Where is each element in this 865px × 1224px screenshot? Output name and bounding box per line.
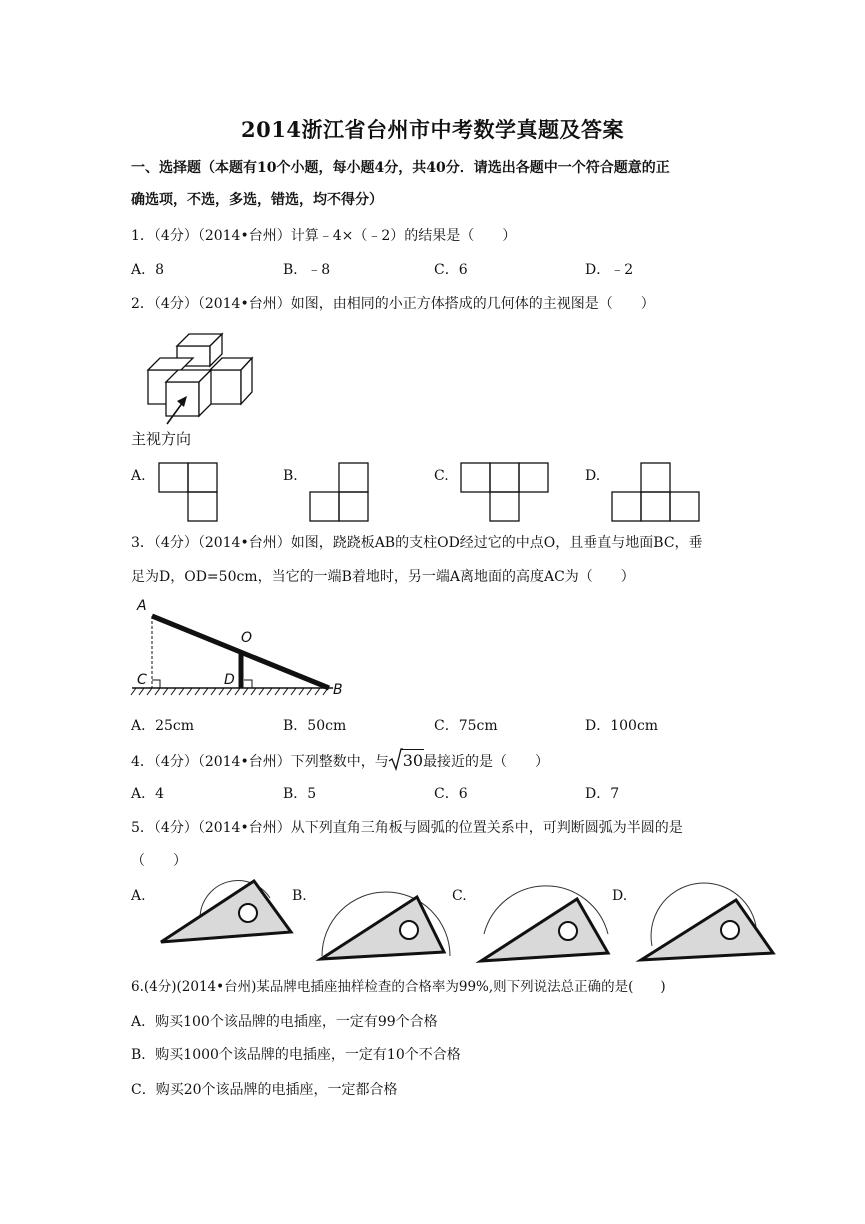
q4-option-a: A．4 — [131, 786, 165, 802]
q1-option-a: A．8 — [131, 262, 165, 278]
q2-option-a-view — [158, 462, 220, 522]
q1-option-d: D．﹣2 — [585, 262, 634, 278]
q4-stem-before: 4．（4分）（2014•台州）下列整数中，与 — [131, 754, 389, 770]
q3-seesaw-figure — [128, 598, 358, 702]
q6-option-c: C．购买20个该品牌的电插座，一定都合格 — [131, 1082, 398, 1098]
q2-cube-figure — [140, 326, 260, 426]
q5-option-a: A. — [131, 888, 146, 904]
q5-option-d-figure — [638, 876, 778, 964]
q3-stem-line2: 足为D，OD=50cm，当它的一端B着地时，另一端A离地面的高度AC为（ ） — [131, 569, 635, 585]
q3-option-a: A．25cm — [131, 718, 195, 734]
q3-label-b: B — [333, 682, 343, 698]
q6-option-b: B．购买1000个该品牌的电插座，一定有10个不合格 — [131, 1047, 461, 1063]
q3-label-o: O — [241, 630, 253, 646]
q2-option-c-view — [460, 462, 550, 522]
q5-option-d: D. — [612, 888, 628, 904]
section-heading-line2: 确选项，不选，多选，错选，均不得分） — [131, 192, 383, 208]
q2-option-a: A. — [131, 468, 146, 484]
q4-option-d: D．7 — [585, 786, 620, 802]
q5-stem-line1: 5．（4分）（2014•台州）从下列直角三角板与圆弧的位置关系中，可判断圆弧为半圆的是 — [131, 820, 683, 836]
q5-option-c: C. — [452, 888, 467, 904]
q3-option-b: B．50cm — [283, 718, 347, 734]
radical-sign-icon — [389, 747, 403, 771]
q3-label-d: D — [224, 672, 235, 688]
q3-option-d: D．100cm — [585, 718, 659, 734]
q2-option-d: D. — [585, 468, 601, 484]
q4-stem-after: 最接近的是（ ） — [423, 754, 550, 770]
q5-option-a-figure — [158, 878, 296, 948]
q1-stem: 1．（4分）（2014•台州）计算﹣4×（﹣2）的结果是（ ） — [131, 228, 517, 244]
q5-option-b-figure — [318, 876, 458, 964]
q6-stem: 6.(4分)(2014•台州)某品牌电插座抽样检查的合格率为99%,则下列说法总正确的是( ) — [131, 979, 666, 995]
q3-option-c: C．75cm — [434, 718, 498, 734]
q2-option-b: B. — [283, 468, 298, 484]
q4-sqrt — [389, 751, 423, 772]
q5-stem-line2: （ ） — [131, 853, 187, 869]
q5-option-b: B. — [292, 888, 307, 904]
q3-label-c: C — [137, 672, 147, 688]
section-heading-line1: 一、选择题（本题有10个小题，每小题4分，共40分．请选出各题中一个符合题意的正 — [131, 160, 670, 176]
q2-stem: 2．（4分）（2014•台州）如图，由相同的小正方体搭成的几何体的主视图是（ ） — [131, 296, 655, 312]
page-title: 2014浙江省台州市中考数学真题及答案 — [241, 117, 624, 142]
q2-option-c: C. — [434, 468, 449, 484]
q6-option-a: A．购买100个该品牌的电插座，一定有99个合格 — [131, 1014, 438, 1030]
q2-option-d-view — [611, 462, 701, 522]
q1-option-c: C．6 — [434, 262, 468, 278]
q4-stem — [131, 751, 549, 772]
q4-radicand: 30 — [402, 751, 424, 770]
q3-label-a: A — [137, 598, 147, 614]
q5-option-c-figure — [478, 876, 618, 964]
q2-figure-caption: 主视方向 — [131, 430, 192, 448]
q4-option-c: C．6 — [434, 786, 468, 802]
q3-stem-line1: 3．（4分）（2014•台州）如图，跷跷板AB的支柱OD经过它的中点O，且垂直与地面BC，垂 — [131, 535, 703, 551]
q1-option-b: B．﹣8 — [283, 262, 331, 278]
q4-option-b: B．5 — [283, 786, 317, 802]
q2-option-b-view — [309, 462, 371, 522]
